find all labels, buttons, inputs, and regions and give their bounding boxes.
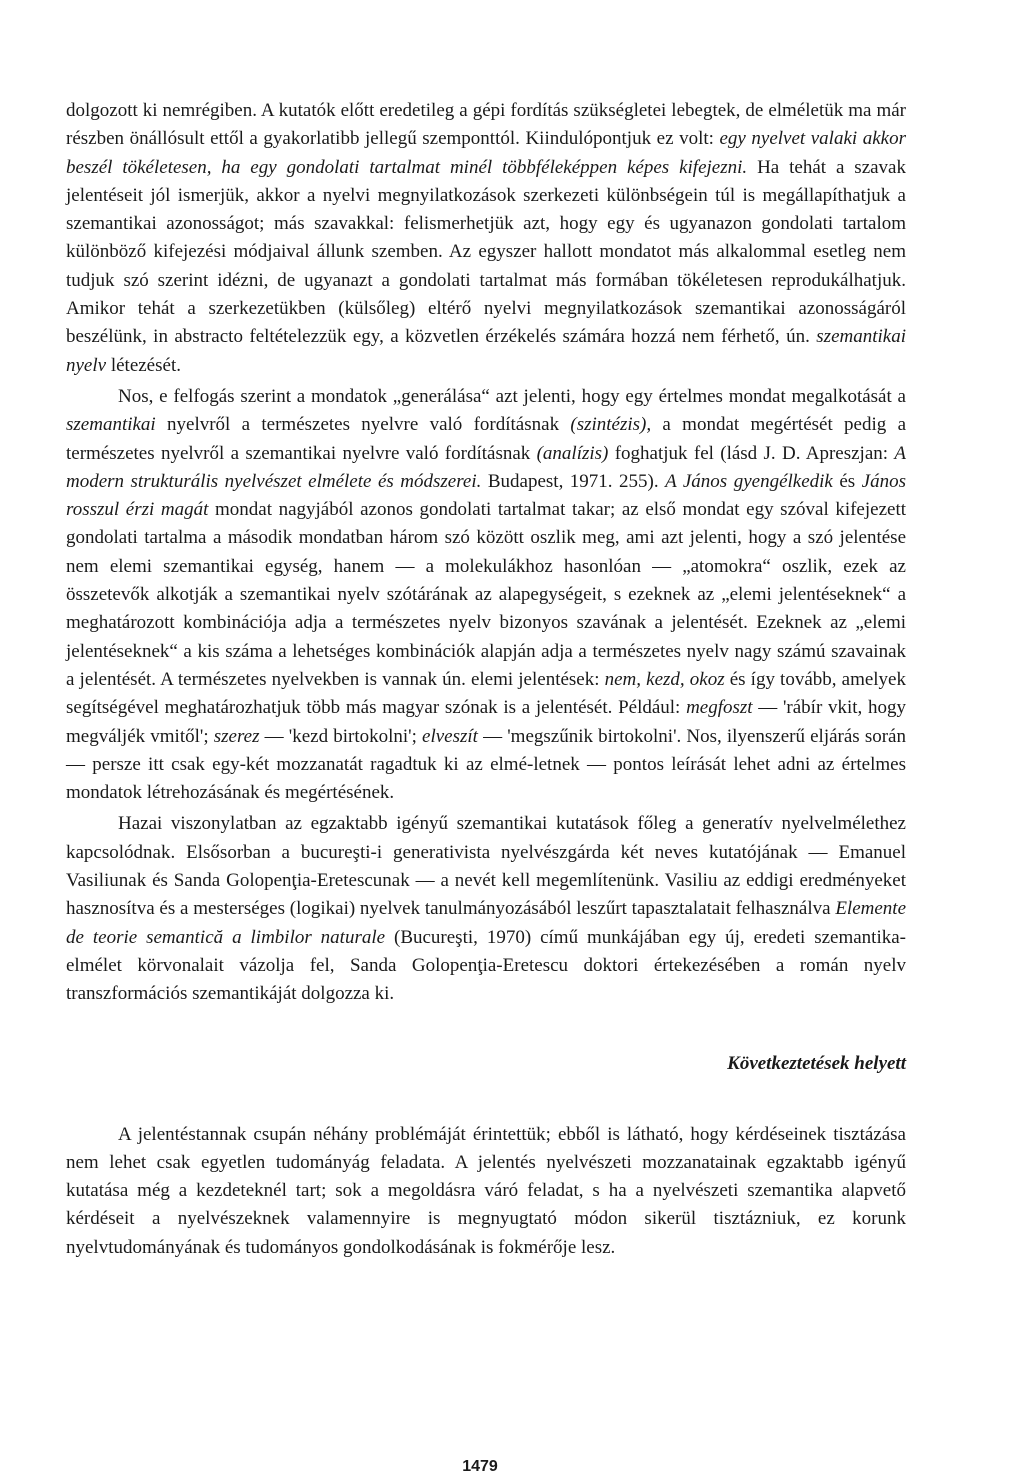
italic-text-segment: (analízis) [536,442,609,464]
paragraph-4 [66,1121,906,1262]
page-body [66,97,906,1262]
text-segment: foghatjuk fel (lásd J. D. Apreszjan: [608,442,895,464]
italic-text-segment: A János gyengélkedik [665,470,833,492]
text-segment: Budapest, 1971. 255). [481,470,666,492]
italic-text-segment: megfoszt [686,697,753,719]
italic-text-segment: A modern strukturális nyelvészet elmélete és módszerei. [66,442,906,492]
text-segment: (Bucureşti, 1970) című munkájában egy új, eredeti szemantika-elmélet körvonalait vázolja fel, Sanda Golopenţia-Eretescu doktori értekezésében a román nyelv transzformációs szemantikáját dolgozza ki. [66,926,907,1005]
italic-text-segment: János rosszul érzi magát [66,470,906,521]
text-segment: és [832,470,862,492]
italic-text-segment: szemantikai [66,414,156,436]
paragraph-2 [66,383,906,807]
text-segment: — 'rábír vkit, hogy megváljék vmitől'; [66,697,906,747]
text-segment: Nos, e felfogás szerint a mondatok „generálása“ azt jelenti, hogy egy értelmes mondat megalkotását a [118,385,906,407]
text-segment: és így tovább, amelyek segítségével meghatározhatjuk több más magyar szónak is a jelentését. Például: [66,668,906,719]
paragraph-1 [66,97,906,380]
italic-text-segment: szerez [213,725,260,747]
text-segment: a mondat megértését pedig a természetes nyelvről a szemantikai nyelvre való fordításnak [66,414,907,464]
text-segment: dolgozott ki nemrégiben. A kutatók előtt eredetileg a gépi fordítás szükségletei lebegtek, de elméletük ma már részben önállósult ettől a gyakorlatibb jellegű szemponttól. Kiindulópontjuk ez volt: [66,100,906,150]
text-segment: A jelentéstannak csupán néhány problémáját érintettük; ebből is látható, hogy kérdéseinek tisztázása nem lehet csak egyetlen tudományág feladata. A jelentés nyelvészeti mozzanatainak egzaktabb igényű kutatása még a kezdeteknél tart; sok a megoldásra váró feladat, s ha a nyelvészeti szemantika alapvető kérdéseit a nyelvészeknek valamennyire is megnyugtató módon sikerül tisztázniuk, ez korunk nyelvtudományának és tudományos gondolkodásának is fokmérője lesz. [66,1123,906,1258]
text-segment: nyelvről a természetes nyelvre való fordításnak [155,414,571,436]
italic-text-segment: elveszít [422,725,478,747]
italic-text-segment: (szintézis), [570,414,652,436]
italic-text-segment: egy nyelvet valaki akkor beszél tökéletesen, ha egy gondolati tartalmat minél többféleképpen képes kifejezni. [66,128,906,178]
text-segment: Hazai viszonylatban az egzaktabb igényű szemantikai kutatások főleg a generatív nyelvelmélethez kapcsolódnak. Elsősorban a bucureşti-i generativista nyelvészgárda két neves kutatójának — Emanuel Vasiliunak és Sanda Golopenţia-Eretescunak — a nevét kell megemlítenünk. Vasiliu az eddigi eredményeket hasznosítva és a mesterséges (logikai) nyelvek tanulmányozásából leszűrt tapasztalatait felhasználva [66,813,906,920]
page-number: 1479 [462,1458,498,1475]
text-segment: létezését. [106,354,181,376]
italic-text-segment: szemantikai nyelv [66,326,906,376]
italic-text-segment: Elemente de teorie semantică a limbilor naturale [66,898,906,948]
text-segment: — 'kezd birtokolni'; [259,725,423,747]
italic-text-segment: nem, kezd, okoz [604,668,725,690]
text-segment: — 'megszűnik birtokolni'. Nos, ilyenszerű eljárás során — persze itt csak egy-két mozzanatát ragadtuk ki az elmé-letnek — pontos leírását lehet adni az értelmes mondatok létrehozásának és megértésének. [66,725,906,804]
paragraph-3 [66,810,906,1008]
section-heading: Következtetések helyett [727,1052,906,1074]
text-segment: Ha tehát a szavak jelentéseit jól ismerjük, akkor a nyelvi megnyilatkozások szerkezeti különbségein túl is megállapíthatjuk a szemantikai azonosságot; más szavakkal: felismerhetjük azt, hogy egy és ugyanazon gondolati tartalom különböző kifejezési módjaival állunk szemben. Az egyszer hallott mondatot más alkalommal esetleg nem tudjuk szó szerint idézni, de ugyanazt a gondolati tartalmat más formában tökéletesen reprodukálhatjuk. Amikor tehát a szerkezetükben (külsőleg) eltérő nyelvi megnyilatkozások szemantikai azonosságáról beszélünk, in abstracto feltételezzük egy, a közvetlen érzékelés számára hozzá nem férhető, ún. [66,156,906,348]
text-segment: mondat nagyjából azonos gondolati tartalmat takar; az első mondat egy szóval kifejezett gondolati tartalma a második mondatban három szó között oszlik meg, ami azt jelenti, hogy a szó jelentése nem elemi szemantikai egység, hanem — a molekulákhoz hasonlóan — „atomokra“ oszlik, ezek az összetevők alkotják a szemantikai nyelv szótárának az alapegységeit, s ezeknek az „elemi jelentéseknek“ a meghatározott kombinációja adja a természetes nyelv bizonyos szavának a jelentését. Ezeknek az „elemi jelentéseknek“ a kis száma a lehetséges kombinációk alapján adja a természetes nyelv nagy számú szavainak a jelentését. A természetes nyelvekben is vannak ún. elemi jelentések: [66,499,906,690]
